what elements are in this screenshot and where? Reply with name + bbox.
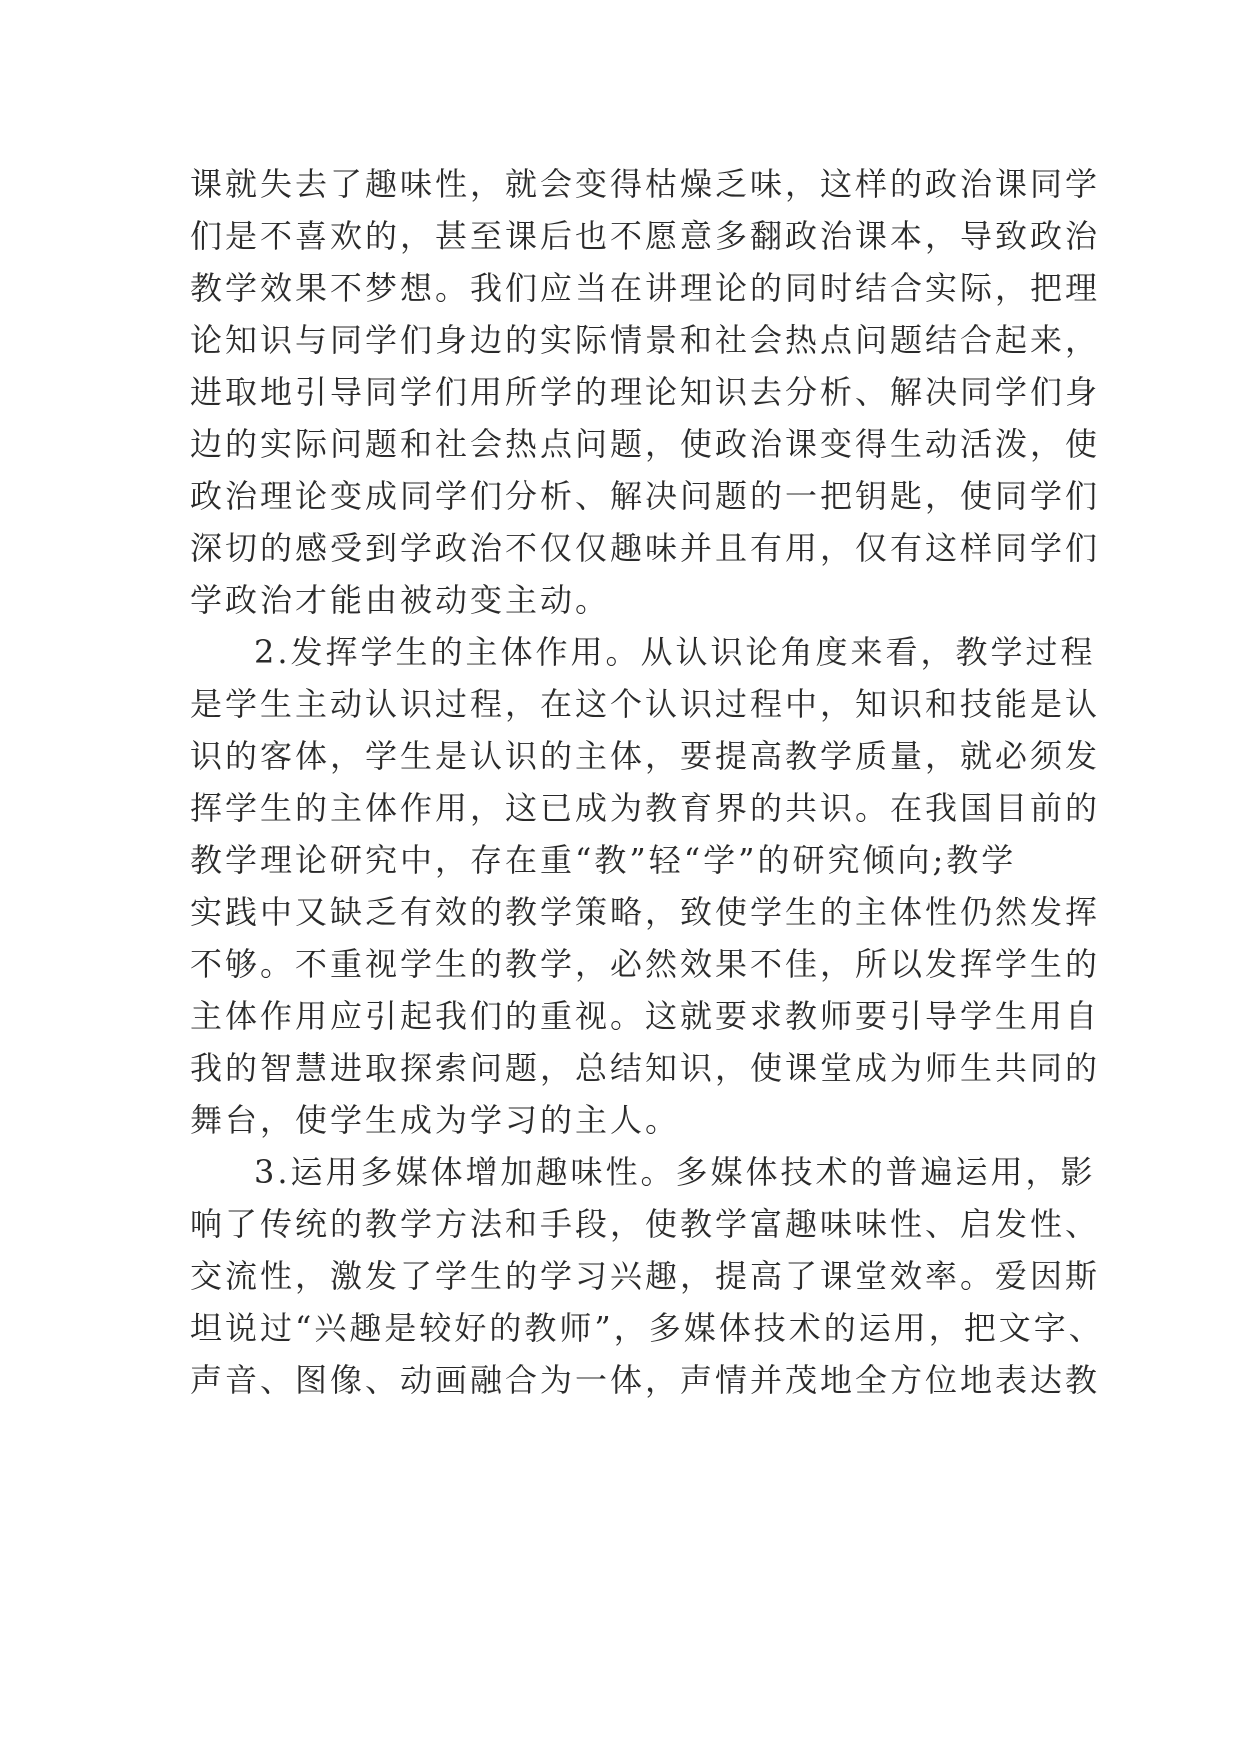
- text-line: 交流性，激发了学生的学习兴趣，提高了课堂效率。爱因斯: [190, 1257, 1101, 1295]
- text-line: 们是不喜欢的，甚至课后也不愿意多翻政治课本，导致政治: [190, 217, 1101, 255]
- text-line: 课就失去了趣味性，就会变得枯燥乏味，这样的政治课同学: [190, 165, 1101, 203]
- text-line: 识的客体，学生是认识的主体，要提高教学质量，就必须发: [190, 737, 1101, 775]
- text-line: 响了传统的教学方法和手段，使教学富趣味味性、启发性、: [190, 1205, 1101, 1243]
- text-line: 进取地引导同学们用所学的理论知识去分析、解决同学们身: [190, 373, 1101, 411]
- paragraph-3-first-line: 3.运用多媒体增加趣味性。多媒体技术的普遍运用，影: [254, 1153, 1096, 1191]
- text-line: 是学生主动认识过程，在这个认识过程中，知识和技能是认: [190, 685, 1101, 723]
- text-line: 学政治才能由被动变主动。: [190, 581, 611, 619]
- text-line: 深切的感受到学政治不仅仅趣味并且有用，仅有这样同学们: [190, 529, 1101, 567]
- text-line: 边的实际问题和社会热点问题，使政治课变得生动活泼，使: [190, 425, 1101, 463]
- text-line: 舞台，使学生成为学习的主人。: [190, 1101, 681, 1139]
- paragraph-2-first-line: 2.发挥学生的主体作用。从认识论角度来看，教学过程: [254, 633, 1096, 671]
- text-line: 坦说过“兴趣是较好的教师”，多媒体技术的运用，把文字、: [190, 1309, 1104, 1347]
- text-line: 实践中又缺乏有效的教学策略，致使学生的主体性仍然发挥: [190, 893, 1101, 931]
- text-line: 政治理论变成同学们分析、解决问题的一把钥匙，使同学们: [190, 477, 1101, 515]
- text-line: 主体作用应引起我们的重视。这就要求教师要引导学生用自: [190, 997, 1101, 1035]
- text-line: 不够。不重视学生的教学，必然效果不佳，所以发挥学生的: [190, 945, 1101, 983]
- text-line: 教学理论研究中，存在重“教”轻“学”的研究倾向;教学: [190, 841, 1017, 879]
- text-line: 论知识与同学们身边的实际情景和社会热点问题结合起来，: [190, 321, 1101, 359]
- body-text: [190, 158, 1104, 1406]
- text-line: 声音、图像、动画融合为一体，声情并茂地全方位地表达教: [190, 1361, 1101, 1399]
- text-line: 挥学生的主体作用，这已成为教育界的共识。在我国目前的: [190, 789, 1101, 827]
- text-line: 教学效果不梦想。我们应当在讲理论的同时结合实际，把理: [190, 269, 1101, 307]
- text-line: 我的智慧进取探索问题，总结知识，使课堂成为师生共同的: [190, 1049, 1101, 1087]
